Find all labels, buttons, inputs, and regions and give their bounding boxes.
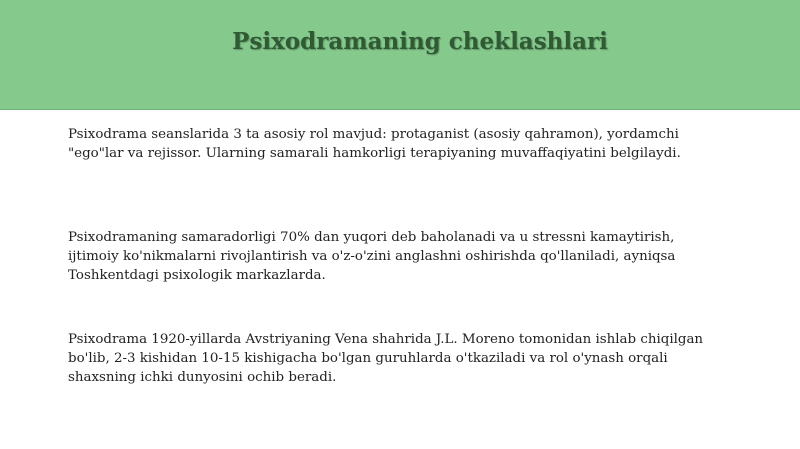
header-banner	[0, 0, 800, 110]
paragraph-roles: Psixodrama seanslarida 3 ta asosiy rol mavjud: protaganist (asosiy qahramon), yordamchi "ego"lar va rejissor. Ularning samarali hamkorligi terapiyaning muvaffaqiyatini belgilaydi.	[68, 127, 681, 161]
paragraph-effectiveness: Psixodramaning samaradorligi 70% dan yuqori deb baholanadi va u stressni kamaytirish, ijtimoiy ko'nikmalarni rivojlantirish va o'z-o'zini anglashni oshirishda qo'llaniladi, ayniqsa Toshkentdagi psixologik markazlarda.	[68, 230, 676, 283]
paragraph-history: Psixodrama 1920-yillarda Avstriyaning Vena shahrida J.L. Moreno tomonidan ishlab chiqilgan bo'lib, 2-3 kishidan 10-15 kishigacha bo'lgan guruhlarda o'tkaziladi va rol o'ynash orqali shaxsning ichki dunyosini ochib beradi.	[68, 332, 704, 385]
slide-title: Psixodramaning cheklashlari	[232, 28, 608, 55]
